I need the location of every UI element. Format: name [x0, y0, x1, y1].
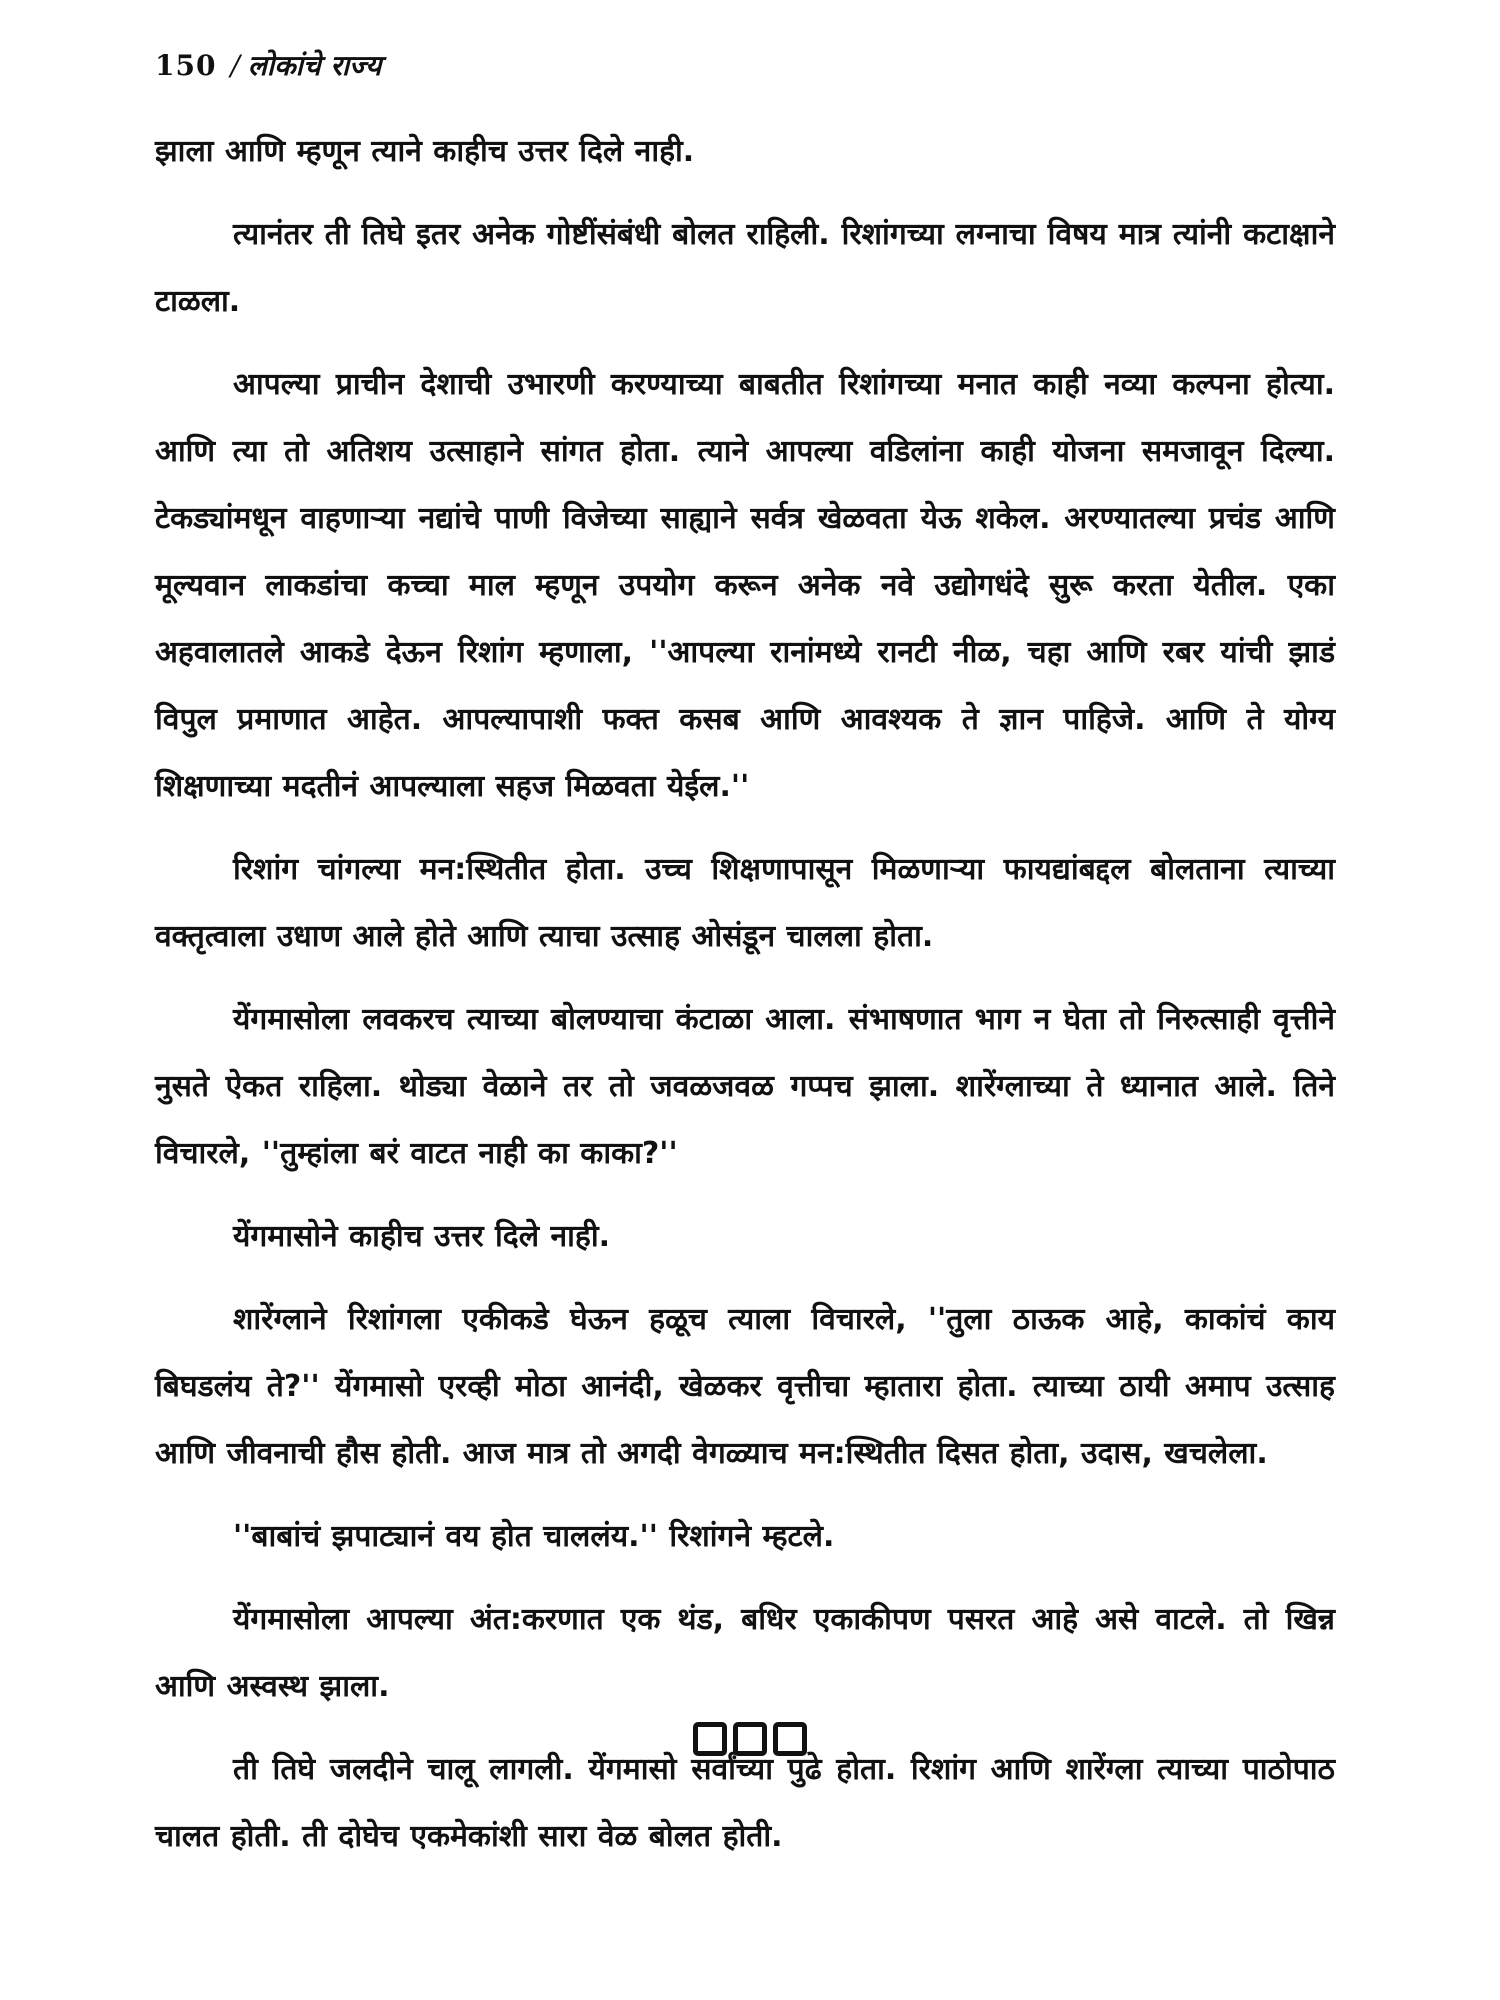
- chapter-body: [155, 118, 1335, 1886]
- square-box-icon: [693, 1722, 727, 1756]
- paragraph-continued: झाला आणि म्हणून त्याने काहीच उत्तर दिले नाही.: [155, 134, 695, 169]
- paragraph: येंगमासोला लवकरच त्याच्या बोलण्याचा कंटाळा आला. संभाषणात भाग न घेता तो निरुत्साही वृत्तीने नुसते ऐकत राहिला. थोड्या वेळाने तर तो जवळजवळ गप्पच झाला. शारेंग्लाच्या ते ध्यानात आले. तिने विचारले, ''तुम्हांला बरं वाटत नाही का काका?'': [155, 1002, 1335, 1171]
- running-head: [155, 46, 381, 86]
- paragraph: रिशांग चांगल्या मन:स्थितीत होता. उच्च शिक्षणापासून मिळणाऱ्या फायद्यांबद्दल बोलताना त्याच्या वक्तृत्वाला उधाण आले होते आणि त्याचा उत्साह ओसंडून चालला होता.: [155, 852, 1335, 954]
- paragraph: ''बाबांचं झपाट्यानं वय होत चाललंय.'' रिशांगने म्हटले.: [233, 1519, 835, 1554]
- square-box-icon: [773, 1722, 807, 1756]
- paragraph: येंगमासोला आपल्या अंत:करणात एक थंड, बधिर एकाकीपण पसरत आहे असे वाटले. तो खिन्न आणि अस्वस्थ झाला.: [155, 1602, 1335, 1704]
- paragraph: ती तिघे जलदीने चालू लागली. येंगमासो सर्वांच्या पुढे होता. रिशांग आणि शारेंग्ला त्याच्या पाठोपाठ चालत होती. ती दोघेच एकमेकांशी सारा वेळ बोलत होती.: [155, 1752, 1335, 1854]
- book-title: लोकांचे राज्य: [247, 49, 382, 82]
- square-box-icon: [733, 1722, 767, 1756]
- page-number: 150: [155, 49, 217, 82]
- paragraph: येंगमासोने काहीच उत्तर दिले नाही.: [233, 1219, 611, 1254]
- header-separator: /: [230, 49, 240, 82]
- end-ornament-icon: [0, 1722, 1500, 1756]
- paragraph: आपल्या प्राचीन देशाची उभारणी करण्याच्या बाबतीत रिशांगच्या मनात काही नव्या कल्पना होत्या. आणि त्या तो अतिशय उत्साहाने सांगत होता. त्याने आपल्या वडिलांना काही योजना समजावून दिल्या. टेकड्यांमधून वाहणाऱ्या नद्यांचे पाणी विजेच्या साह्याने सर्वत्र खेळवता येऊ शकेल. अरण्यातल्या प्रचंड आणि मूल्यवान लाकडांचा कच्चा माल म्हणून उपयोग करून अनेक नवे उद्योगधंदे सुरू करता येतील. एका अहवालातले आकडे देऊन रिशांग म्हणाला, ''आपल्या रानांमध्ये रानटी नीळ, चहा आणि रबर यांची झाडं विपुल प्रमाणात आहेत. आपल्यापाशी फक्त कसब आणि आवश्यक ते ज्ञान पाहिजे. आणि ते योग्य शिक्षणाच्या मदतीनं आपल्याला सहज मिळवता येईल.'': [155, 367, 1335, 804]
- paragraph: शारेंग्लाने रिशांगला एकीकडे घेऊन हळूच त्याला विचारले, ''तुला ठाऊक आहे, काकांचं काय बिघडलंय ते?'' येंगमासो एरव्ही मोठा आनंदी, खेळकर वृत्तीचा म्हातारा होता. त्याच्या ठायी अमाप उत्साह आणि जीवनाची हौस होती. आज मात्र तो अगदी वेगळ्याच मन:स्थितीत दिसत होता, उदास, खचलेला.: [155, 1302, 1335, 1471]
- paragraph: त्यानंतर ती तिघे इतर अनेक गोष्टींसंबंधी बोलत राहिली. रिशांगच्या लग्नाचा विषय मात्र त्यांनी कटाक्षाने टाळला.: [155, 217, 1335, 319]
